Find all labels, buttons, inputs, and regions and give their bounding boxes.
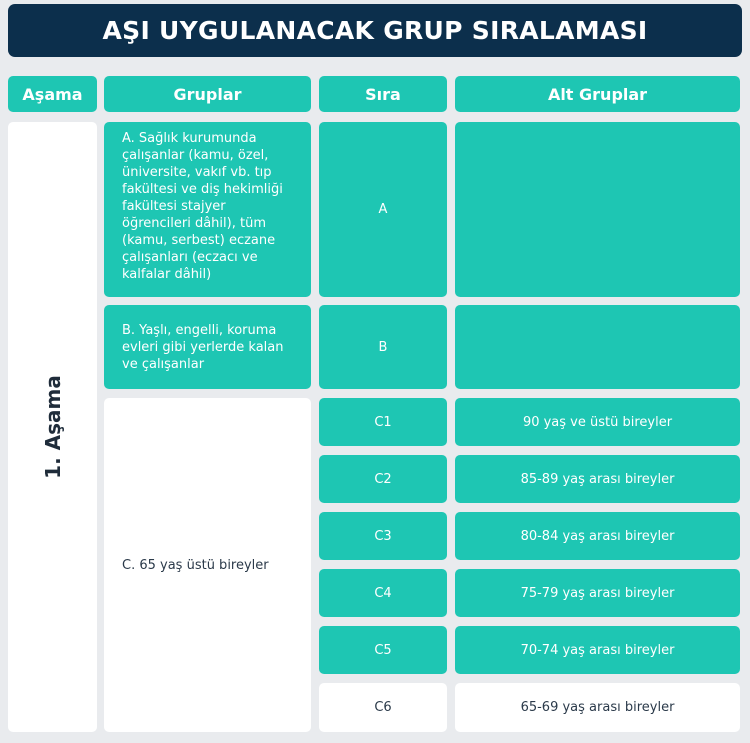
order-cell: A (319, 122, 447, 297)
order-cell: C5 (319, 626, 447, 674)
subgroup-cell: 75-79 yaş arası bireyler (455, 569, 740, 617)
header-order: Sıra (319, 76, 447, 112)
group-c-cell: C. 65 yaş üstü bireyler (104, 398, 311, 732)
stage-cell (8, 122, 97, 732)
order-cell: C2 (319, 455, 447, 503)
subgroup-cell: 90 yaş ve üstü bireyler (455, 398, 740, 446)
subgroup-cell (455, 122, 740, 297)
group-a-cell: A. Sağlık kurumunda çalışanlar (kamu, özel, üniversite, vakıf vb. tıp fakültesi ve diş hekimliği fakültesi stajyer öğrencileri dâhil), tüm (kamu, serbest) eczane çalışanları (eczacı ve kalfalar dâhil) (104, 122, 311, 297)
page-title: AŞI UYGULANACAK GRUP SIRALAMASI (8, 4, 742, 57)
order-cell: B (319, 305, 447, 389)
order-cell: C3 (319, 512, 447, 560)
subgroup-cell (455, 305, 740, 389)
header-subgroups: Alt Gruplar (455, 76, 740, 112)
subgroup-cell: 70-74 yaş arası bireyler (455, 626, 740, 674)
order-cell: C4 (319, 569, 447, 617)
header-groups: Gruplar (104, 76, 311, 112)
group-b-cell: B. Yaşlı, engelli, koruma evleri gibi yerlerde kalan ve çalışanlar (104, 305, 311, 389)
stage-label: 1. Aşama (40, 375, 65, 479)
subgroup-cell: 80-84 yaş arası bireyler (455, 512, 740, 560)
subgroup-cell: 65-69 yaş arası bireyler (455, 683, 740, 732)
subgroup-cell: 85-89 yaş arası bireyler (455, 455, 740, 503)
order-cell: C1 (319, 398, 447, 446)
order-cell: C6 (319, 683, 447, 732)
header-stage: Aşama (8, 76, 97, 112)
